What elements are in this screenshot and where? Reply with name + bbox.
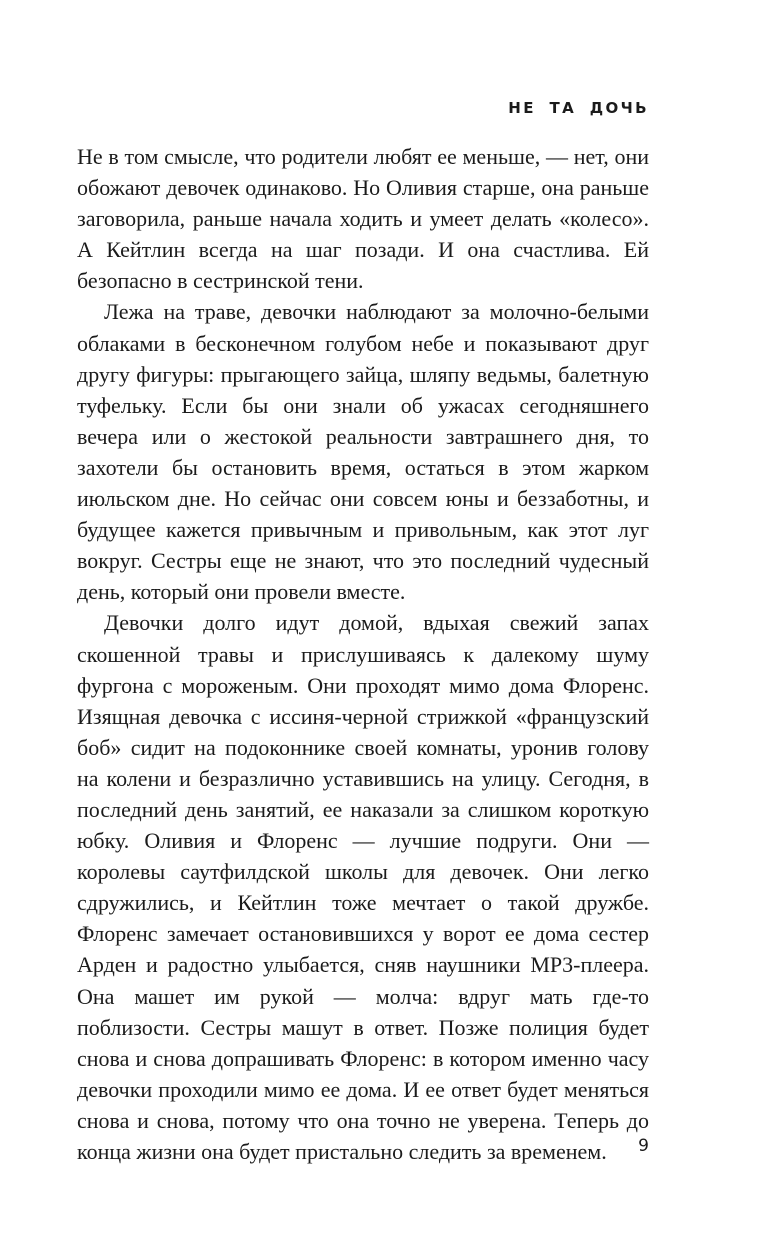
- paragraph-1: Не в том смысле, что родители любят ее меньше, — нет, они обожают девочек одинаково. Но Оливия старше, она раньше заговорила, раньше начала ходить и умеет делать «колесо». А Кейтлин всегда на шаг позади. И она счастлива. Ей безопасно в сестринской тени.: [77, 144, 649, 294]
- paragraph-2: Лежа на траве, девочки наблюдают за молочно-белыми облаками в бесконечном голубом небе и показывают друг другу фигуры: прыгающего зайца, шляпу ведьмы, балетную туфельку. Если бы они знали об ужасах сегодняшнего вечера или о жестокой реальности завтрашнего дня, то захотели бы остановить время, остаться в этом жарком июльском дне. Но сейчас они совсем юны и беззаботны, и будущее кажется привычным и привольным, как этот луг вокруг. Сестры еще не знают, что это последний чудесный день, который они провели вместе.: [77, 299, 649, 605]
- page-number: 9: [638, 1136, 649, 1156]
- paragraph-3: Девочки долго идут домой, вдыхая свежий запах скошенной травы и прислушиваясь к далекому шуму фургона с мороженым. Они проходят мимо дома Флоренс. Изящная девочка с иссиня-черной стрижкой «французский боб» сидит на подоконнике своей комнаты, уронив голову на колени и безразлично уставившись на улицу. Сегодня, в последний день занятий, ее наказали за слишком короткую юбку. Оливия и Флоренс — лучшие подруги. Они — королевы саутфилдской школы для девочек. Они легко сдружились, и Кейтлин тоже мечтает о такой дружбе. Флоренс замечает остановившихся у ворот ее дома сестер Арден и радостно улыбается, сняв наушники MP3-плеера. Она машет им рукой — молча: вдруг мать где-то поблизости. Сестры машут в ответ. Позже полиция будет снова и снова допрашивать Флоренс: в котором именно часу девочки проходили мимо ее дома. И ее ответ будет меняться снова и снова, потому что она точно не уверена. Теперь до конца жизни она будет пристально следить за временем.: [77, 610, 649, 1164]
- body-text: [77, 141, 649, 1167]
- running-head: НЕ ТА ДОЧЬ: [508, 99, 649, 117]
